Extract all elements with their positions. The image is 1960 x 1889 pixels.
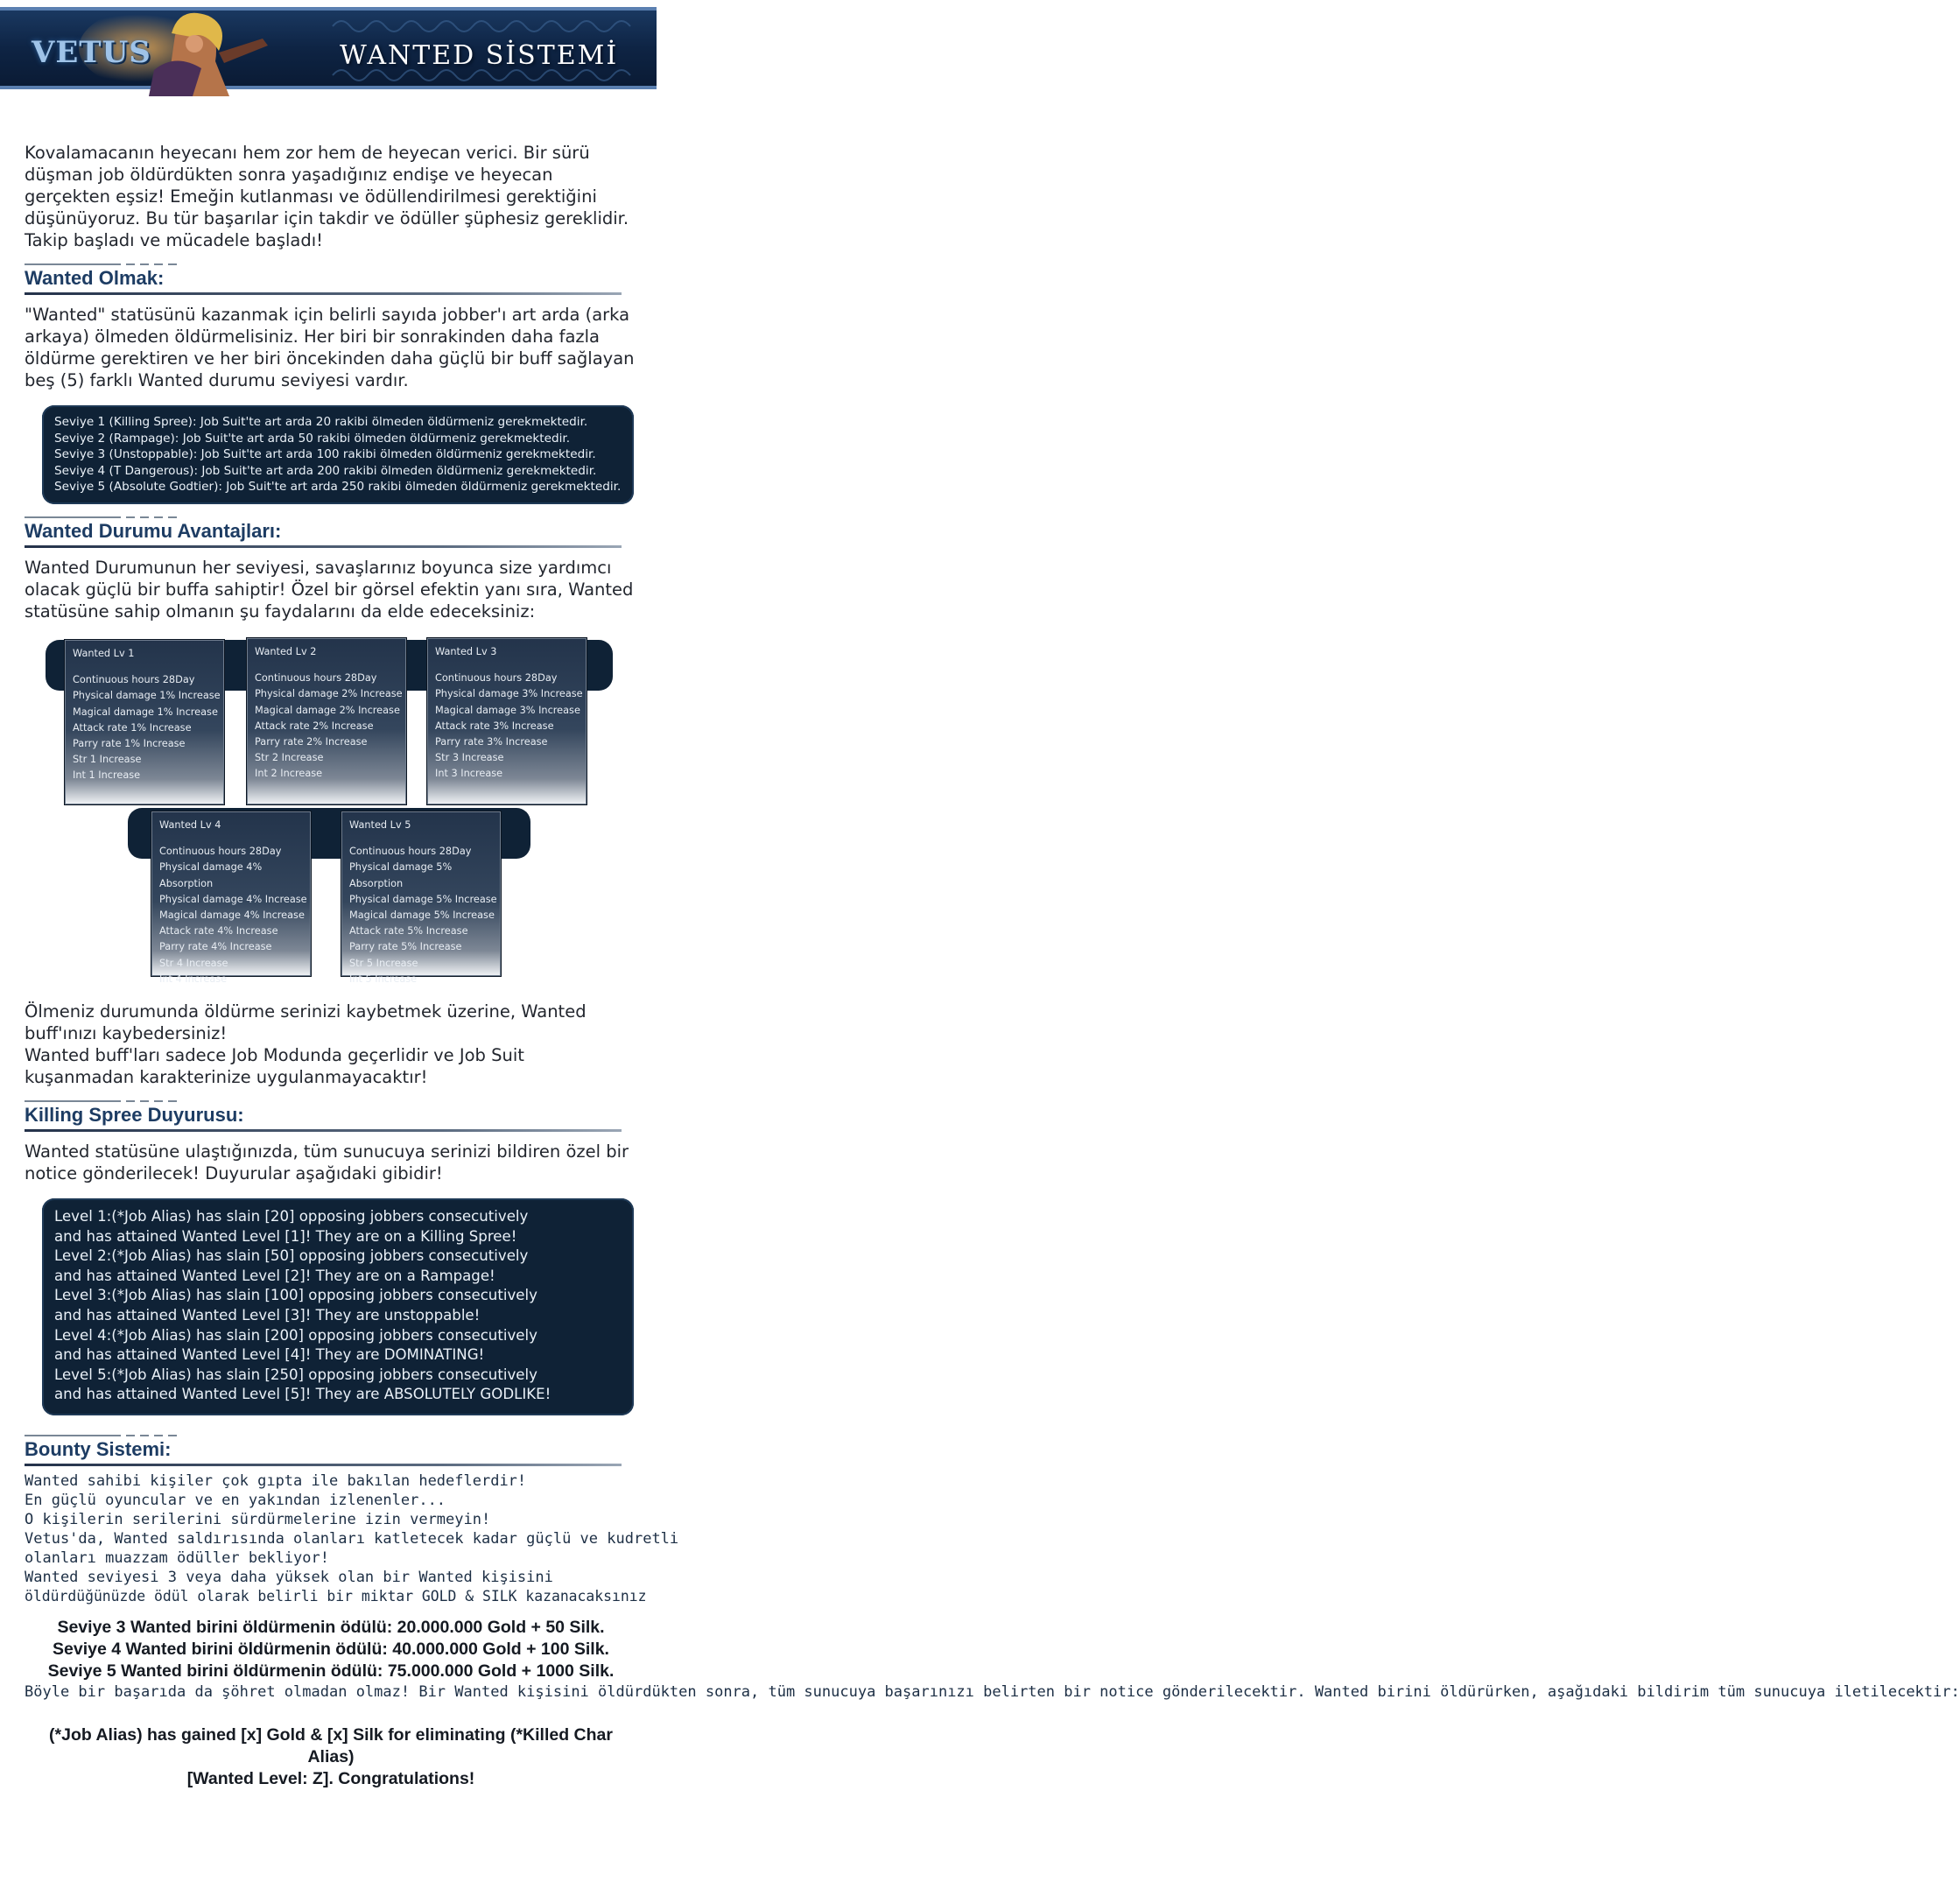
- final-text: Böyle bir başarıda da şöhret olmadan olmaz! Bir Wanted kişisini öldürdükten sonra, tüm sunucuya başarınızı belirten bir notice gönderilecektir. Wanted birini öldürürken, aşağıdaki bildirim tüm sunucuya iletilecektir:: [25, 1682, 1960, 1701]
- section-text: Wanted statüsüne ulaştığınızda, tüm sunucuya serinizi bildiren özel bir notice gönderilecek! Duyurular aşağıdaki gibidir!: [25, 1141, 629, 1183]
- buff-line: Continuous hours 28Day: [255, 672, 377, 685]
- buff-line: Physical damage 4% Absorption: [159, 861, 263, 889]
- bounty-line: öldürdüğünüzde ödül olarak belirli bir miktar GOLD & SILK kazanacaksınız: [25, 1587, 647, 1605]
- bounty-line: Wanted sahibi kişiler çok gıpta ile bakılan hedeflerdir!: [25, 1471, 527, 1490]
- buff-line: Magical damage 1% Increase: [73, 706, 218, 718]
- buff-line: Str 1 Increase: [73, 754, 142, 766]
- intro-tagline: Takip başladı ve mücadele başladı!: [25, 230, 323, 250]
- buff-panel-lv5: [341, 811, 501, 985]
- reward-line: Seviye 4 Wanted birini öldürmenin ödülü: 40.000.000 Gold + 100 Silk.: [53, 1639, 609, 1659]
- notice-line: Level 3:(*Job Alias) has slain [100] opposing jobbers consecutively: [54, 1287, 537, 1304]
- heading-decoration: [25, 263, 637, 265]
- buff-line: Parry rate 5% Increase: [349, 941, 462, 953]
- vetus-logo: VETUS: [32, 35, 151, 70]
- notice-line: and has attained Wanted Level [4]! They are DOMINATING!: [54, 1346, 485, 1364]
- section-heading: Killing Spree Duyurusu:: [25, 1103, 244, 1126]
- buff-line: Continuous hours 28Day: [435, 672, 558, 685]
- buff-line: Int 5 Increase: [349, 973, 418, 985]
- buff-title: Wanted Lv 5: [349, 818, 411, 831]
- bounty-line: Vetus'da, Wanted saldırısında olanları katletecek kadar güçlü ve kudretli: [25, 1529, 679, 1548]
- buff-line: Continuous hours 28Day: [73, 674, 195, 686]
- notice-line: and has attained Wanted Level [1]! They are on a Killing Spree!: [54, 1227, 517, 1245]
- header-banner: [0, 0, 657, 96]
- buff-line: Attack rate 1% Increase: [73, 721, 192, 734]
- reward-line: Seviye 5 Wanted birini öldürmenin ödülü: 75.000.000 Gold + 1000 Silk.: [47, 1661, 615, 1681]
- section-text: Wanted Durumunun her seviyesi, savaşlarınız boyunca size yardımcı olacak güçlü bir buffa sahiptir! Özel bir görsel efektin yanı sıra, Wanted statüsüne sahip olmanın şu faydalarını da elde edeceksiniz:: [25, 557, 634, 621]
- buff-line: Parry rate 2% Increase: [255, 735, 368, 748]
- notice-line: Level 5:(*Job Alias) has slain [250] opposing jobbers consecutively: [54, 1366, 537, 1383]
- heading-decoration: [25, 1100, 637, 1102]
- level-line: Seviye 5 (Absolute Godtier): Job Suit'te art arda 250 rakibi ölmeden öldürmeniz gerekmektedir.: [54, 480, 622, 495]
- buff-job-note: Wanted buff'ları sadece Job Modunda geçerlidir ve Job Suit kuşanmadan karakterinize uygulanmayacaktır!: [25, 1044, 524, 1087]
- buff-title: Wanted Lv 1: [73, 647, 135, 659]
- buff-line: Parry rate 3% Increase: [435, 735, 548, 748]
- notice-line: Level 4:(*Job Alias) has slain [200] opposing jobbers consecutively: [54, 1326, 537, 1344]
- buff-line: Str 3 Increase: [435, 752, 504, 764]
- buff-line: Continuous hours 28Day: [349, 846, 472, 858]
- heading-rule: [25, 545, 622, 548]
- bounty-line: olanları muazzam ödüller bekliyor!: [25, 1548, 329, 1567]
- section-heading: Wanted Durumu Avantajları:: [25, 519, 282, 542]
- buff-panels: [25, 633, 637, 1001]
- section-benefits: [25, 516, 637, 1088]
- notice-line: Level 1:(*Job Alias) has slain [20] opposing jobbers consecutively: [54, 1207, 529, 1225]
- bounty-line: En güçlü oyuncular ve en yakından izlenenler...: [25, 1491, 446, 1509]
- bounty-line: O kişilerin serilerini sürdürmelerine izin vermeyin!: [25, 1510, 491, 1528]
- buff-title: Wanted Lv 4: [159, 818, 221, 831]
- intro-text: Kovalamacanın heyecanı hem zor hem de heyecan verici. Bir sürü düşman job öldürdükten sonra yaşadığınız endişe ve heyecan gerçekten eşsiz! Emeğin kutlanması ve ödüllendirilmesi gerektiğini düşünüyoruz. Bu tür başarılar için takdir ve ödüller şüphesiz gereklidir.: [25, 143, 629, 228]
- buff-line: Magical damage 2% Increase: [255, 704, 400, 716]
- final-notice-line: [Wanted Level: Z]. Congratulations!: [186, 1768, 475, 1788]
- section-killing-spree: [25, 1100, 637, 1415]
- heading-rule: [25, 292, 622, 295]
- heading-rule: [25, 1464, 622, 1466]
- section-wanted: [25, 263, 637, 504]
- notice-line: and has attained Wanted Level [2]! They are on a Rampage!: [54, 1267, 495, 1284]
- buff-line: Attack rate 3% Increase: [435, 720, 554, 732]
- buff-line: Attack rate 4% Increase: [159, 925, 278, 937]
- notice-line: and has attained Wanted Level [3]! They are unstoppable!: [54, 1306, 481, 1324]
- buff-line: Str 2 Increase: [255, 752, 324, 764]
- level-line: Seviye 4 (T Dangerous): Job Suit'te art arda 200 rakibi ölmeden öldürmeniz gerekmektedir.: [54, 463, 597, 478]
- buff-title: Wanted Lv 2: [255, 645, 317, 657]
- buff-line: Physical damage 2% Increase: [255, 688, 403, 700]
- buff-line: Str 4 Increase: [159, 957, 228, 969]
- buff-line: Parry rate 4% Increase: [159, 941, 272, 953]
- banner-title: WANTED SİSTEMİ: [340, 40, 619, 71]
- buff-line: Parry rate 1% Increase: [73, 737, 186, 749]
- buff-line: Physical damage 5% Absorption: [349, 861, 453, 889]
- buff-line: Int 4 Increase: [159, 973, 228, 985]
- buff-line: Physical damage 4% Increase: [159, 893, 307, 905]
- reward-line: Seviye 3 Wanted birini öldürmenin ödülü: 20.000.000 Gold + 50 Silk.: [57, 1617, 605, 1637]
- buff-line: Int 3 Increase: [435, 768, 503, 780]
- buff-line: Physical damage 5% Increase: [349, 893, 497, 905]
- buff-panel-lv3: [427, 638, 587, 804]
- main-content: [25, 142, 1960, 1790]
- final-notice-line: (*Job Alias) has gained [x] Gold & [x] Silk for eliminating (*Killed Char Alias): [49, 1724, 613, 1766]
- section-text: "Wanted" statüsünü kazanmak için belirli sayıda jobber'ı art arda (arka arkaya) ölmeden öldürmelisiniz. Her biri bir sonrakinden daha fazla öldürme gerektiren ve her biri öncekinden daha güçlü bir buff sağlayan beş (5) farklı Wanted durumu seviyesi vardır.: [25, 305, 635, 390]
- buff-line: Str 5 Increase: [349, 957, 418, 969]
- bounty-rewards: [25, 1617, 637, 1682]
- buff-line: Attack rate 2% Increase: [255, 720, 374, 732]
- buff-panel-lv4: [151, 811, 311, 985]
- buff-line: Continuous hours 28Day: [159, 846, 282, 858]
- heading-decoration: [25, 516, 637, 518]
- buff-line: Magical damage 4% Increase: [159, 909, 305, 921]
- wanted-levels-box: [42, 405, 634, 504]
- buff-line: Physical damage 1% Increase: [73, 690, 221, 702]
- buff-line: Physical damage 3% Increase: [435, 688, 583, 700]
- heading-rule: [25, 1129, 622, 1132]
- section-bounty: [25, 1435, 1960, 1790]
- buff-panel-lv2: [247, 638, 406, 804]
- bounty-line: Wanted seviyesi 3 veya daha yüksek olan bir Wanted kişisini: [25, 1568, 553, 1586]
- section-heading: Bounty Sistemi:: [25, 1437, 172, 1460]
- spree-notices-box: [42, 1198, 634, 1415]
- buff-line: Int 2 Increase: [255, 768, 323, 780]
- level-line: Seviye 3 (Unstoppable): Job Suit'te art arda 100 rakibi ölmeden öldürmeniz gerekmektedir.: [54, 447, 596, 462]
- final-notice: [25, 1724, 637, 1790]
- level-line: Seviye 1 (Killing Spree): Job Suit'te art arda 20 rakibi ölmeden öldürmeniz gerekmektedir.: [54, 415, 588, 429]
- buff-line: Attack rate 5% Increase: [349, 925, 468, 937]
- section-heading: Wanted Olmak:: [25, 267, 165, 289]
- buff-line: Int 1 Increase: [73, 769, 141, 782]
- buff-loss-note: Ölmeniz durumunda öldürme serinizi kaybetmek üzerine, Wanted buff'ınızı kaybedersiniz!: [25, 1001, 587, 1043]
- buff-line: Magical damage 3% Increase: [435, 704, 580, 716]
- buff-panel-lv1: [65, 640, 224, 804]
- buff-line: Magical damage 5% Increase: [349, 909, 495, 921]
- notice-line: and has attained Wanted Level [5]! They are ABSOLUTELY GODLIKE!: [54, 1386, 551, 1403]
- notice-line: Level 2:(*Job Alias) has slain [50] opposing jobbers consecutively: [54, 1247, 529, 1265]
- buff-title: Wanted Lv 3: [435, 645, 497, 657]
- heading-decoration: [25, 1435, 637, 1436]
- level-line: Seviye 2 (Rampage): Job Suit'te art arda 50 rakibi ölmeden öldürmeniz gerekmektedir.: [54, 431, 571, 446]
